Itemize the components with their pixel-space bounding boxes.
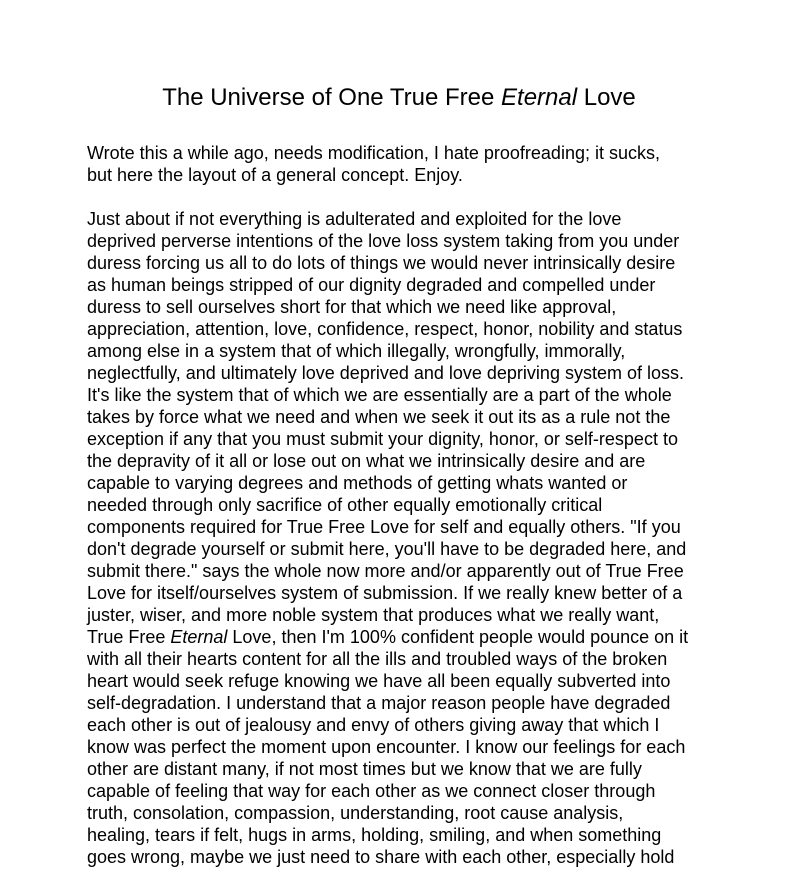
- text-line: as human beings stripped of our dignity degraded and compelled under: [87, 275, 656, 295]
- mixed-line-emphasis: Eternal: [170, 627, 228, 647]
- text-line: neglectfully, and ultimately love deprived and love depriving system of loss.: [87, 363, 684, 383]
- text-line: don't degrade yourself or submit here, you'll have to be degraded here, and: [87, 539, 687, 559]
- text-line: capable of feeling that way for each other as we connect closer through: [87, 781, 656, 801]
- text-line: heart would seek refuge knowing we have all been equally subverted into: [87, 671, 671, 691]
- text-line: Just about if not everything is adulterated and exploited for the love: [87, 209, 622, 229]
- text-line: duress to sell ourselves short for that which we need like approval,: [87, 297, 617, 317]
- text-line: components required for True Free Love for self and equally others. "If you: [87, 517, 681, 537]
- text-line: appreciation, attention, love, confidence, respect, honor, nobility and status: [87, 319, 683, 339]
- text-line: Love for itself/ourselves system of submission. If we really knew better of a: [87, 583, 683, 603]
- text-line: but here the layout of a general concept. Enjoy.: [87, 165, 463, 185]
- text-line: goes wrong, maybe we just need to share with each other, especially hold: [87, 847, 675, 867]
- text-line: among else in a system that of which illegally, wrongfully, immorally,: [87, 341, 626, 361]
- text-line: truth, consolation, compassion, understanding, root cause analysis,: [87, 803, 624, 823]
- text-line-mixed: [87, 626, 727, 648]
- paragraph-spacer: [87, 186, 727, 208]
- text-line: capable to varying degrees and methods of getting whats wanted or: [87, 473, 628, 493]
- text-line: deprived perverse intentions of the love loss system taking from you under: [87, 231, 680, 251]
- title-emphasis: Eternal: [501, 84, 578, 111]
- mixed-line-end: Love, then I'm 100% confident people would pounce on it: [227, 627, 689, 647]
- text-line: needed through only sacrifice of other equally emotionally critical: [87, 495, 603, 515]
- text-line: other are distant many, if not most times but we know that we are fully: [87, 759, 642, 779]
- text-line: duress forcing us all to do lots of things we would never intrinsically desire: [87, 253, 676, 273]
- text-line: with all their hearts content for all the ills and troubled ways of the broken: [87, 649, 668, 669]
- main-paragraph: [87, 208, 727, 868]
- text-line: Wrote this a while ago, needs modification, I hate proofreading; it sucks,: [87, 143, 660, 163]
- text-line: takes by force what we need and when we seek it out its as a rule not the: [87, 407, 671, 427]
- text-line: each other is out of jealousy and envy of others giving away that which I: [87, 715, 660, 735]
- page-title: [0, 83, 787, 113]
- text-line: exception if any that you must submit your dignity, honor, or self-respect to: [87, 429, 678, 449]
- title-text-start: The Universe of One True Free: [162, 84, 502, 111]
- mixed-line-start: True Free: [87, 627, 171, 647]
- text-line: juster, wiser, and more noble system that produces what we really want,: [87, 605, 660, 625]
- article-body: [87, 142, 727, 868]
- text-line: It's like the system that of which we are essentially are a part of the whole: [87, 385, 672, 405]
- text-line: know was perfect the moment upon encounter. I know our feelings for each: [87, 737, 686, 757]
- text-line: healing, tears if felt, hugs in arms, holding, smiling, and when something: [87, 825, 662, 845]
- text-line: the depravity of it all or lose out on what we intrinsically desire and are: [87, 451, 646, 471]
- intro-paragraph: [87, 142, 727, 186]
- text-line: submit there." says the whole now more and/or apparently out of True Free: [87, 561, 684, 581]
- text-line: self-degradation. I understand that a major reason people have degraded: [87, 693, 671, 713]
- title-text-end: Love: [577, 84, 636, 111]
